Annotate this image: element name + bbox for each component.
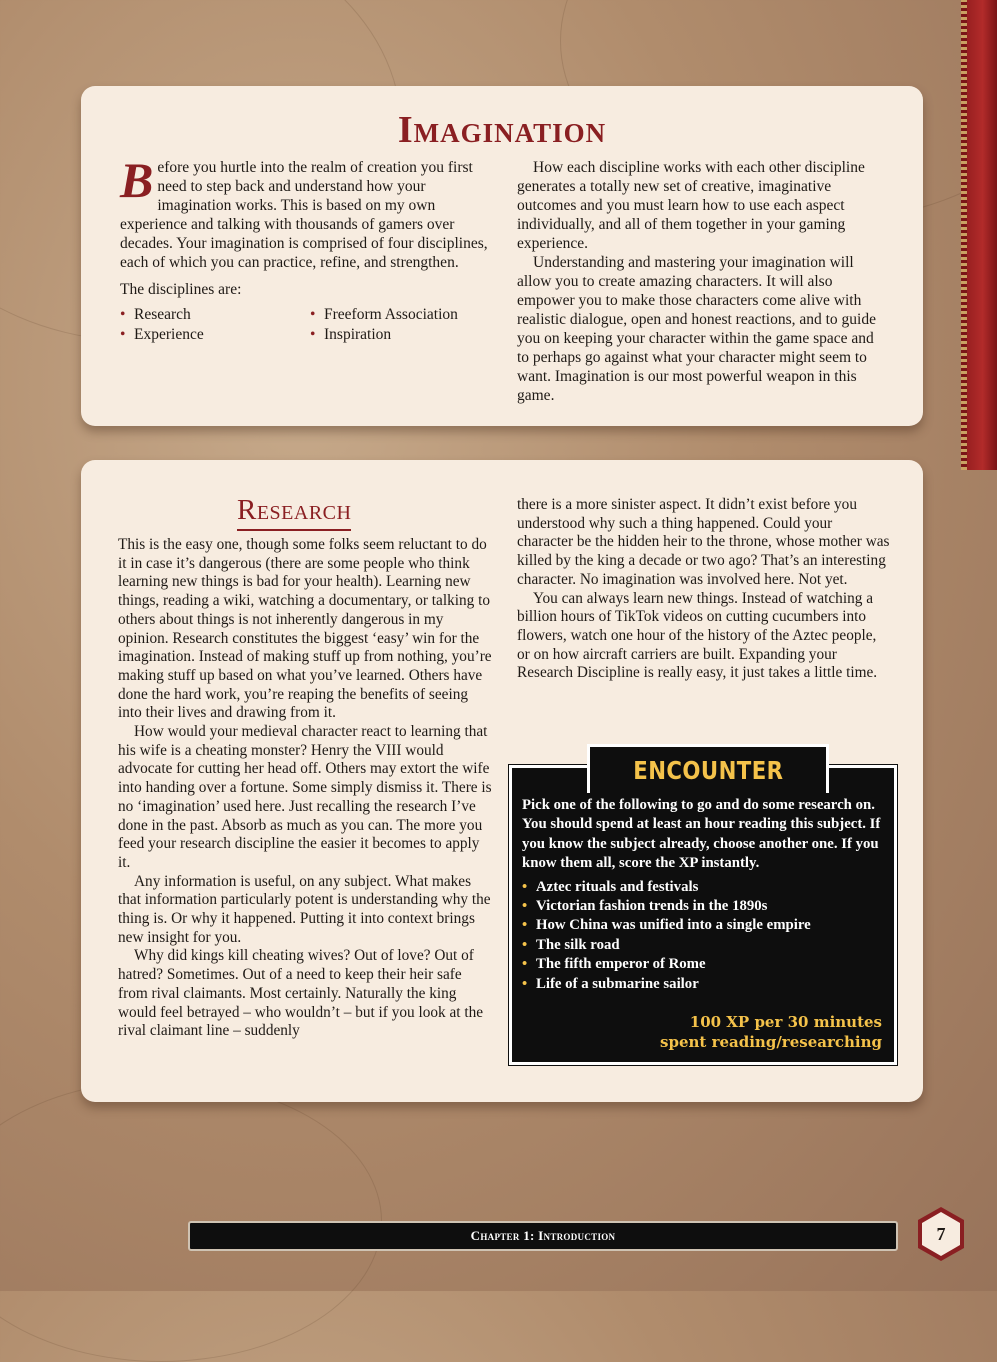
research-panel (81, 460, 923, 1102)
bullet-icon: • (310, 326, 316, 343)
list-item-label: Inspiration (324, 326, 392, 343)
research-title: Research (237, 494, 351, 531)
list-item-label: Experience (134, 326, 204, 343)
bullet-icon: • (522, 936, 528, 953)
paragraph: You can always learn new things. Instead of watching a billion hours of TikTok videos on cutting cucumbers into flowers, watch one hour of the history of the Aztec people, or on how aircraft carriers are built. Expanding your Research Discipline is really easy, it just takes a little time. (517, 589, 878, 682)
list-item (522, 975, 886, 994)
paragraph: Any information is useful, on any subject. What makes that information particularly potent is understanding why the thing is. Or why it happened. Putting it into context brings new insight for you. (118, 872, 491, 946)
chapter-footer-bar (188, 1221, 898, 1251)
disciplines-list (120, 305, 492, 344)
bullet-icon: • (120, 306, 126, 323)
encounter-reward (660, 1013, 882, 1052)
list-item-label: Life of a submarine sailor (536, 975, 699, 992)
list-item-label: Research (134, 306, 191, 323)
paragraph: Why did kings kill cheating wives? Out of love? Out of hatred? Sometimes. Out of a need to keep their heir safe from rival claimants. Most certainly. Naturally the king would feel betrayed – who wouldn’t – but if you look at the rival claimant line – suddenly (118, 947, 484, 1040)
encounter-description: Pick one of the following to go and do some research on. You should spend at least an hour reading this subject. If you know the subject already, choose another one. If you know them all, score the XP instantly. (522, 797, 881, 872)
chapter-tab-decoration (961, 0, 997, 470)
imagination-panel (81, 86, 923, 426)
list-item (522, 897, 886, 916)
paragraph: How would your medieval character react to learning that his wife is a cheating monster? Henry the VIII would advocate for cutting her head off. Others may extort the wife into handing over a fortune. Some simply dismiss it. There is no ‘imagination’ used here. Just recalling the research I’ve done in the past. Absorb as much as you can. The more you feed your research discipline the easier it becomes to apply it. (118, 723, 492, 871)
disciplines-intro: The disciplines are: (120, 281, 242, 298)
encounter-body (522, 796, 886, 994)
page-number: 7 (936, 1223, 946, 1244)
list-item (310, 325, 500, 344)
list-item (120, 305, 310, 324)
list-item-label: Victorian fashion trends in the 1890s (536, 898, 768, 915)
list-item (310, 305, 500, 324)
bullet-icon: • (310, 306, 316, 323)
bullet-icon: • (522, 975, 528, 992)
list-item (522, 955, 886, 974)
imagination-title: Imagination (397, 109, 607, 151)
list-item-label: Freeform Association (324, 306, 458, 323)
research-left-column (118, 536, 492, 1041)
paragraph: This is the easy one, though some folks seem reluctant to do it in case it’s dangerous (there are some people who think learning new things is bad for your health). Learning new things, reading a wiki, watching a documentary, or talking to others about things is not inherently dangerous in my opinion. Research constitutes the biggest ‘easy’ win for the imagination. Instead of making stuff up from nothing, you’re making stuff up based on what you’ve learned. Others have done the hard work, you’re reaping the benefits of seeing into their lives and drawing from it. (118, 536, 492, 722)
list-item (120, 325, 310, 344)
bullet-icon: • (522, 956, 528, 973)
reward-line: spent reading/researching (660, 1032, 882, 1051)
list-item-label: The fifth emperor of Rome (536, 956, 706, 973)
paragraph: How each discipline works with each other discipline generates a totally new set of creative, imaginative outcomes and you must learn how to use each aspect individually, and all of them together in your gaming experience. (517, 159, 865, 252)
imagination-left-column (120, 152, 492, 344)
paragraph: there is a more sinister aspect. It didn’t exist before you understood why such a thing happened. Could your character be the hidden heir to the throne, whose mother was killed by the king a decade or two ago? That’s an interesting character. No imagination was involved here. Not yet. (517, 496, 890, 588)
drop-cap: B (120, 152, 154, 208)
encounter-title: ENCOUNTER (632, 755, 784, 785)
list-item (522, 878, 886, 897)
encounter-topic-list (522, 878, 886, 994)
imagination-right-column (517, 158, 889, 405)
bullet-icon: • (522, 878, 528, 895)
chapter-label: Chapter 1: Introduction (470, 1228, 616, 1243)
research-right-column (517, 496, 891, 683)
list-item-label: The silk road (536, 936, 620, 953)
list-item (522, 916, 886, 935)
bullet-icon: • (522, 898, 528, 915)
bullet-icon: • (522, 917, 528, 934)
list-item-label: Aztec rituals and festivals (536, 878, 699, 895)
encounter-box (509, 755, 897, 1065)
imagination-intro-paragraph (120, 152, 492, 272)
page-number-badge (915, 1205, 967, 1263)
intro-text: efore you hurtle into the realm of creation you first need to step back and understand how your imagination works. This is based on my own experience and talking with thousands of gamers over decades. Your imagination is comprised of four disciplines, each of which you can practice, refine, and strengthen. (120, 159, 488, 271)
list-item-label: How China was unified into a single empire (536, 917, 811, 934)
bullet-icon: • (120, 326, 126, 343)
encounter-header (587, 744, 829, 793)
reward-line: 100 XP per 30 minutes (689, 1013, 882, 1031)
paragraph: Understanding and mastering your imagination will allow you to create amazing characters. It will also empower you to make those characters come alive with realistic dialogue, open and honest reactions, and to guide you on keeping your character within the game space and to perhaps go against what your character might seem to want. Imagination is our most powerful weapon in this game. (517, 254, 876, 404)
list-item (522, 936, 886, 955)
